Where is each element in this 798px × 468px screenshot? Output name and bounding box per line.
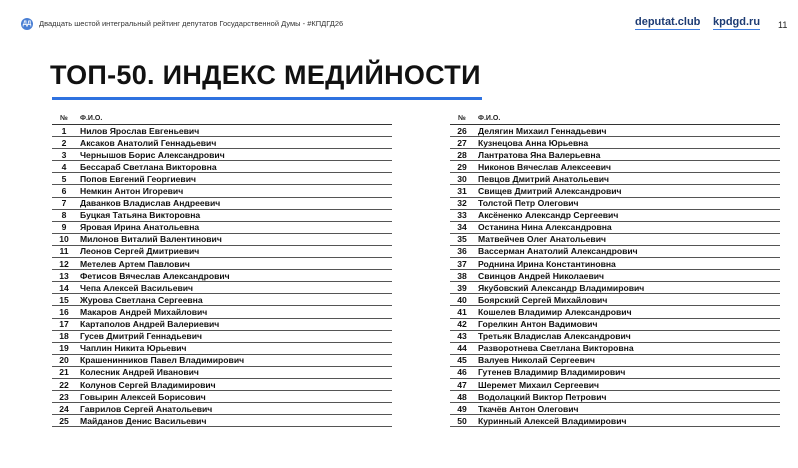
table-row xyxy=(450,197,780,209)
table-row xyxy=(52,294,392,306)
deputy-name: Леонов Сергей Дмитриевич xyxy=(76,245,392,257)
deputy-name: Яровая Ирина Анатольевна xyxy=(76,221,392,233)
table-row xyxy=(52,125,392,137)
table-row xyxy=(52,318,392,330)
table-row xyxy=(450,149,780,161)
deputy-name: Чепа Алексей Васильевич xyxy=(76,282,392,294)
deputy-name: Матвейчев Олег Анатольевич xyxy=(474,233,780,245)
deputy-name: Майданов Денис Васильевич xyxy=(76,415,392,427)
rank-number: 41 xyxy=(450,306,474,318)
rank-number: 37 xyxy=(450,258,474,270)
table-row xyxy=(450,306,780,318)
table-row xyxy=(52,161,392,173)
table-row xyxy=(450,270,780,282)
table-row xyxy=(450,173,780,185)
rank-number: 36 xyxy=(450,245,474,257)
table-row xyxy=(450,282,780,294)
rank-number: 24 xyxy=(52,403,76,415)
rank-number: 22 xyxy=(52,378,76,390)
rank-number: 5 xyxy=(52,173,76,185)
header-subtitle: Двадцать шестой интегральный рейтинг депутатов Государственной Думы - #КПДГД26 xyxy=(39,19,344,28)
table-row xyxy=(52,221,392,233)
rank-number: 33 xyxy=(450,209,474,221)
deputy-name: Горелкин Антон Вадимович xyxy=(474,318,780,330)
rank-number: 6 xyxy=(52,185,76,197)
table-row xyxy=(450,137,780,149)
table-row xyxy=(52,282,392,294)
rank-number: 11 xyxy=(52,245,76,257)
deputy-name: Водолацкий Виктор Петрович xyxy=(474,391,780,403)
rank-number: 26 xyxy=(450,125,474,137)
table-row xyxy=(450,233,780,245)
table-row xyxy=(52,209,392,221)
table-row xyxy=(450,125,780,137)
table-row xyxy=(450,391,780,403)
rank-number: 21 xyxy=(52,366,76,378)
deputy-name: Буцкая Татьяна Викторовна xyxy=(76,209,392,221)
rank-number: 9 xyxy=(52,221,76,233)
deputy-name: Певцов Дмитрий Анатольевич xyxy=(474,173,780,185)
rank-number: 42 xyxy=(450,318,474,330)
table-row xyxy=(450,258,780,270)
table-row xyxy=(52,258,392,270)
table-row xyxy=(52,149,392,161)
ranking-table-right xyxy=(450,113,780,427)
table-row xyxy=(450,245,780,257)
rank-number: 48 xyxy=(450,391,474,403)
table-row xyxy=(450,330,780,342)
deputy-name: Метелев Артем Павлович xyxy=(76,258,392,270)
deputy-name: Милонов Виталий Валентинович xyxy=(76,233,392,245)
table-header-row xyxy=(52,113,392,125)
rank-number: 4 xyxy=(52,161,76,173)
column-header-number: № xyxy=(52,113,76,125)
table-row xyxy=(450,342,780,354)
deputy-name: Крашенинников Павел Владимирович xyxy=(76,354,392,366)
rank-number: 14 xyxy=(52,282,76,294)
deputy-name: Якубовский Александр Владимирович xyxy=(474,282,780,294)
rank-number: 20 xyxy=(52,354,76,366)
table-row xyxy=(450,294,780,306)
deputy-name: Колесник Андрей Иванович xyxy=(76,366,392,378)
title-underline xyxy=(52,97,482,100)
slide-header xyxy=(0,0,798,40)
rank-number: 10 xyxy=(52,233,76,245)
deputy-name: Гутенев Владимир Владимирович xyxy=(474,366,780,378)
deputy-name: Картаполов Андрей Валериевич xyxy=(76,318,392,330)
table-row xyxy=(450,209,780,221)
table-row xyxy=(52,366,392,378)
column-header-name: Ф.И.О. xyxy=(474,113,780,125)
rank-number: 35 xyxy=(450,233,474,245)
rank-number: 44 xyxy=(450,342,474,354)
rating-logo-icon: ДД xyxy=(21,18,33,30)
deputy-name: Свищев Дмитрий Александрович xyxy=(474,185,780,197)
rank-number: 13 xyxy=(52,270,76,282)
deputy-name: Никонов Вячеслав Алексеевич xyxy=(474,161,780,173)
deputy-name: Шеремет Михаил Сергеевич xyxy=(474,378,780,390)
rank-number: 40 xyxy=(450,294,474,306)
deputy-name: Попов Евгений Георгиевич xyxy=(76,173,392,185)
rank-number: 30 xyxy=(450,173,474,185)
deputy-name: Говырин Алексей Борисович xyxy=(76,391,392,403)
deputy-name: Бессараб Светлана Викторовна xyxy=(76,161,392,173)
rank-number: 28 xyxy=(450,149,474,161)
table-row xyxy=(450,185,780,197)
table-row xyxy=(52,403,392,415)
deputy-name: Делягин Михаил Геннадьевич xyxy=(474,125,780,137)
table-row xyxy=(450,318,780,330)
deputy-name: Останина Нина Александровна xyxy=(474,221,780,233)
rank-number: 16 xyxy=(52,306,76,318)
table-row xyxy=(52,197,392,209)
table-row xyxy=(450,161,780,173)
table-row xyxy=(52,378,392,390)
table-row xyxy=(450,354,780,366)
rank-number: 46 xyxy=(450,366,474,378)
rank-number: 8 xyxy=(52,209,76,221)
rank-number: 1 xyxy=(52,125,76,137)
table-header-row xyxy=(450,113,780,125)
deputy-name: Роднина Ирина Константиновна xyxy=(474,258,780,270)
table-row xyxy=(450,403,780,415)
table-row xyxy=(450,366,780,378)
deputy-name: Ткачёв Антон Олегович xyxy=(474,403,780,415)
deputy-name: Лантратова Яна Валерьевна xyxy=(474,149,780,161)
brand-kpdgd-ru[interactable]: kpdgd.ru xyxy=(713,16,761,28)
table-row xyxy=(450,378,780,390)
rank-number: 32 xyxy=(450,197,474,209)
deputy-name: Боярский Сергей Михайлович xyxy=(474,294,780,306)
rank-number: 2 xyxy=(52,137,76,149)
deputy-name: Куринный Алексей Владимирович xyxy=(474,415,780,427)
deputy-name: Чаплин Никита Юрьевич xyxy=(76,342,392,354)
deputy-name: Журова Светлана Сергеевна xyxy=(76,294,392,306)
table-row xyxy=(52,137,392,149)
table-row xyxy=(450,221,780,233)
rank-number: 29 xyxy=(450,161,474,173)
deputy-name: Колунов Сергей Владимирович xyxy=(76,378,392,390)
deputy-name: Толстой Петр Олегович xyxy=(474,197,780,209)
table-row xyxy=(52,233,392,245)
rank-number: 45 xyxy=(450,354,474,366)
page-title: ТОП-50. ИНДЕКС МЕДИЙНОСТИ xyxy=(50,60,481,90)
ranking-table-left xyxy=(52,113,392,427)
rank-number: 12 xyxy=(52,258,76,270)
rank-number: 38 xyxy=(450,270,474,282)
table-row xyxy=(52,306,392,318)
deputy-name: Нилов Ярослав Евгеньевич xyxy=(76,125,392,137)
rank-number: 34 xyxy=(450,221,474,233)
deputy-name: Фетисов Вячеслав Александрович xyxy=(76,270,392,282)
rank-number: 43 xyxy=(450,330,474,342)
rank-number: 25 xyxy=(52,415,76,427)
rank-number: 18 xyxy=(52,330,76,342)
table-row xyxy=(52,391,392,403)
deputy-name: Кузнецова Анна Юрьевна xyxy=(474,137,780,149)
rank-number: 15 xyxy=(52,294,76,306)
rank-number: 19 xyxy=(52,342,76,354)
deputy-name: Свинцов Андрей Николаевич xyxy=(474,270,780,282)
rank-number: 17 xyxy=(52,318,76,330)
table-row xyxy=(52,342,392,354)
rank-number: 31 xyxy=(450,185,474,197)
brand-deputat-club[interactable]: deputat.club xyxy=(635,16,701,28)
table-row xyxy=(52,415,392,427)
table-row xyxy=(52,245,392,257)
table-row xyxy=(450,415,780,427)
rank-number: 39 xyxy=(450,282,474,294)
deputy-name: Кошелев Владимир Александрович xyxy=(474,306,780,318)
rank-number: 27 xyxy=(450,137,474,149)
deputy-name: Вассерман Анатолий Александрович xyxy=(474,245,780,257)
table-row xyxy=(52,330,392,342)
table-row xyxy=(52,173,392,185)
deputy-name: Даванков Владислав Андреевич xyxy=(76,197,392,209)
rank-number: 7 xyxy=(52,197,76,209)
deputy-name: Гаврилов Сергей Анатольевич xyxy=(76,403,392,415)
deputy-name: Немкин Антон Игоревич xyxy=(76,185,392,197)
deputy-name: Валуев Николай Сергеевич xyxy=(474,354,780,366)
deputy-name: Разворотнева Светлана Викторовна xyxy=(474,342,780,354)
table-row xyxy=(52,354,392,366)
column-header-name: Ф.И.О. xyxy=(76,113,392,125)
deputy-name: Гусев Дмитрий Геннадьевич xyxy=(76,330,392,342)
deputy-name: Макаров Андрей Михайлович xyxy=(76,306,392,318)
deputy-name: Третьяк Владислав Александрович xyxy=(474,330,780,342)
page-number: 11 xyxy=(778,20,788,30)
rank-number: 3 xyxy=(52,149,76,161)
rank-number: 23 xyxy=(52,391,76,403)
deputy-name: Аксаков Анатолий Геннадьевич xyxy=(76,137,392,149)
deputy-name: Аксёненко Александр Сергеевич xyxy=(474,209,780,221)
deputy-name: Чернышов Борис Александрович xyxy=(76,149,392,161)
rank-number: 49 xyxy=(450,403,474,415)
rank-number: 47 xyxy=(450,378,474,390)
column-header-number: № xyxy=(450,113,474,125)
table-row xyxy=(52,185,392,197)
table-row xyxy=(52,270,392,282)
rank-number: 50 xyxy=(450,415,474,427)
